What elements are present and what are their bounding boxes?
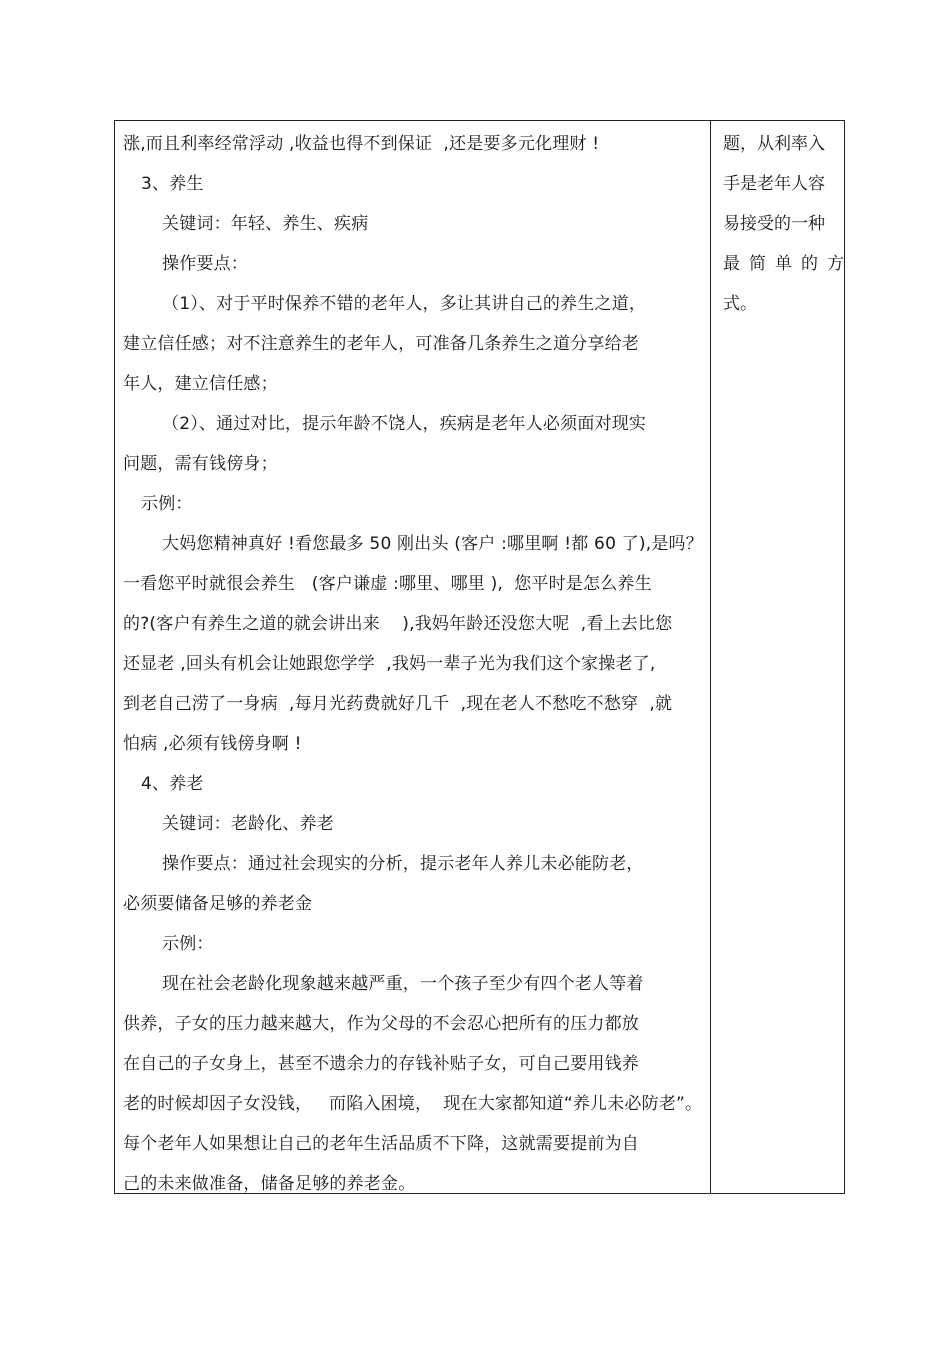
side-note-line: 式。 xyxy=(723,294,757,314)
text-line: 涨,而且利率经常浮动 ,收益也得不到保证 ,还是要多元化理财 ! xyxy=(123,134,600,154)
text-line: 每个老年人如果想让自己的老年生活品质不下降，这就需要提前为自 xyxy=(123,1134,639,1154)
operation-points-label: 操作要点： xyxy=(162,254,248,274)
side-note-line: 题，从利率入 xyxy=(723,134,825,154)
text-line: 老的时候却因子女没钱， 而陷入困境， 现在大家都知道“养儿未必防老”。 xyxy=(123,1094,703,1114)
side-note-line: 最简单的方 xyxy=(723,254,853,274)
text-line: 到老自己涝了一身病 ,每月光药费就好几千 ,现在老人不愁吃不愁穿 ,就 xyxy=(123,694,673,714)
example-label: 示例： xyxy=(162,934,214,954)
section-heading-health: 3、养生 xyxy=(141,174,204,194)
text-line: 还显老 ,回头有机会让她跟您学学 ,我妈一辈子光为我们这个家操老了, xyxy=(123,654,656,674)
text-line: （2）、通过对比，提示年龄不饶人，疾病是老年人必须面对现实 xyxy=(162,414,647,434)
text-line: 供养，子女的压力越来越大，作为父母的不会忍心把所有的压力都放 xyxy=(123,1014,639,1034)
text-line: 大妈您精神真好 !看您最多 50 刚出头 (客户 :哪里啊 !都 60 了),是吗？ xyxy=(162,534,703,554)
side-note-line: 手是老年人容 xyxy=(723,174,825,194)
text-line: 的?(客户有养生之道的就会讲出来 ),我妈年龄还没您大呢 ,看上去比您 xyxy=(123,614,673,634)
keywords-retirement: 关键词：老龄化、养老 xyxy=(162,814,334,834)
text-line: 必须要储备足够的养老金 xyxy=(123,894,313,914)
keywords-health: 关键词：年轻、养生、疾病 xyxy=(162,214,369,234)
text-line: （1）、对于平时保养不错的老年人，多让其讲自己的养生之道， xyxy=(162,294,647,314)
text-line: 现在社会老龄化现象越来越严重，一个孩子至少有四个老人等着 xyxy=(162,974,644,994)
section-heading-retirement: 4、养老 xyxy=(141,774,204,794)
side-note-line: 易接受的一种 xyxy=(723,214,825,234)
text-line: 操作要点：通过社会现实的分析，提示老年人养儿未必能防老， xyxy=(162,854,644,874)
text-line: 己的未来做准备，储备足够的养老金。 xyxy=(123,1174,416,1194)
text-line: 一看您平时就很会养生 (客户谦虚 :哪里、哪里 ), 您平时是怎么养生 xyxy=(123,574,652,594)
text-line: 问题，需有钱傍身； xyxy=(123,454,278,474)
text-line: 建立信任感；对不注意养生的老年人，可准备几条养生之道分享给老 xyxy=(123,334,639,354)
text-line: 在自己的子女身上，甚至不遗余力的存钱补贴子女，可自己要用钱养 xyxy=(123,1054,639,1074)
text-line: 年人，建立信任感； xyxy=(123,374,278,394)
column-divider xyxy=(710,120,711,1194)
example-label: 示例： xyxy=(141,494,193,514)
text-line: 怕病 ,必须有钱傍身啊 ! xyxy=(123,734,302,754)
